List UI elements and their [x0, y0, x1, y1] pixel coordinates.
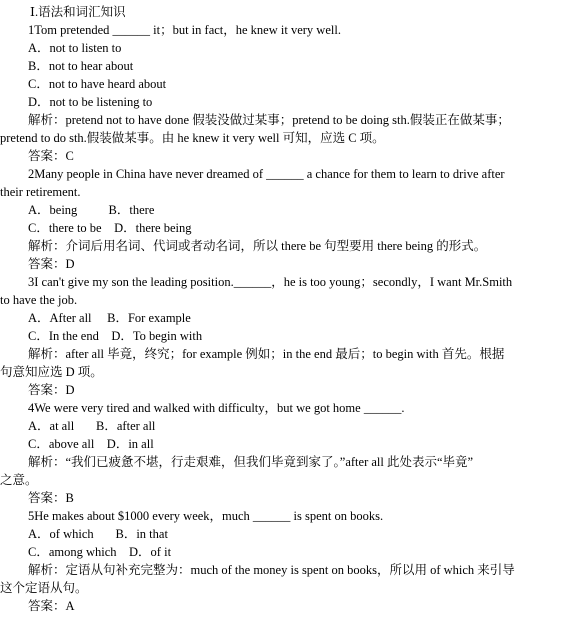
- question-2-stem-line-1: 2Many people in China have never dreamed of ______ a chance for them to learn to drive after: [28, 167, 505, 181]
- question-4-explanation-line-2: 之意。: [0, 473, 38, 487]
- question-3-explanation-line-2: 句意知应选 D 项。: [0, 365, 103, 379]
- question-1-option-d: D．not to be listening to: [28, 95, 153, 109]
- question-4-options-ab: A．at all B．after all: [28, 419, 156, 433]
- question-2-options-ab: A．being B．there: [28, 203, 155, 217]
- question-2-explanation: 解析：介词后用名词、代词或者动名词，所以 there be 句型要用 there being 的形式。: [28, 239, 487, 253]
- question-3-stem-line-2: to have the job.: [0, 293, 78, 307]
- question-5-options-cd: C．among which D．of it: [28, 545, 172, 559]
- question-2-stem-line-2: their retirement.: [0, 185, 81, 199]
- question-3-options-ab: A．After all B．For example: [28, 311, 191, 325]
- question-1-stem: 1Tom pretended ______ it；but in fact，he knew it very well.: [28, 23, 341, 37]
- section-title: Ⅰ.语法和词汇知识: [30, 5, 126, 19]
- question-4-stem: 4We were very tired and walked with difficulty，but we got home ______.: [28, 401, 405, 415]
- question-4-explanation-line-1: 解析：“我们已疲惫不堪，行走艰难，但我们毕竟到家了。”after all 此处表示“毕竟”: [28, 455, 474, 469]
- question-5-explanation-line-1: 解析：定语从句补充完整为：much of the money is spent on books，所以用 of which 来引导: [28, 563, 515, 577]
- question-2-answer: 答案：D: [28, 257, 75, 271]
- question-2-options-cd: C．there to be D．there being: [28, 221, 192, 235]
- question-5-options-ab: A．of which B．in that: [28, 527, 168, 541]
- question-4-answer: 答案：B: [28, 491, 74, 505]
- question-5-explanation-line-2: 这个定语从句。: [0, 581, 88, 595]
- question-1-answer: 答案：C: [28, 149, 74, 163]
- question-1-explanation-line-1: 解析：pretend not to have done 假装没做过某事；pretend to be doing sth.假装正在做某事；: [28, 113, 510, 127]
- question-3-answer: 答案：D: [28, 383, 75, 397]
- question-5-stem: 5He makes about $1000 every week，much ______ is spent on books.: [28, 509, 384, 523]
- question-3-explanation-line-1: 解析：after all 毕竟，终究；for example 例如；in the end 最后；to begin with 首先。根据: [28, 347, 505, 361]
- question-1-option-c: C．not to have heard about: [28, 77, 167, 91]
- question-1-explanation-line-2: pretend to do sth.假装做某事。由 he knew it very well 可知，应选 C 项。: [0, 131, 385, 145]
- question-1-option-b: B．not to hear about: [28, 59, 134, 73]
- question-3-stem-line-1: 3I can't give my son the leading position.______，he is too young；secondly，I want Mr.Smith: [28, 275, 513, 289]
- question-5-answer: 答案：A: [28, 599, 75, 613]
- question-3-options-cd: C．In the end D．To begin with: [28, 329, 203, 343]
- question-1-option-a: A．not to listen to: [28, 41, 122, 55]
- question-4-options-cd: C．above all D．in all: [28, 437, 154, 451]
